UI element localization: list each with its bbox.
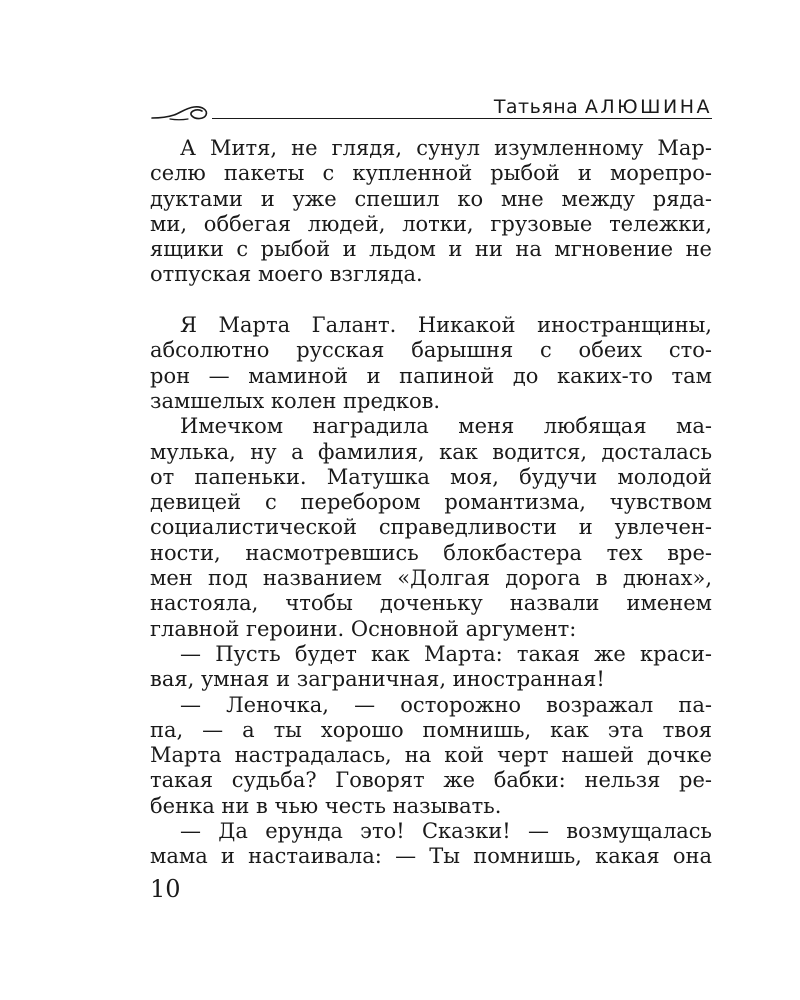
text-line: мулька, ну а фамилия, как водится, досталась [150,439,712,464]
text-line: мама и настаивала: — Ты помнишь, какая она [150,844,712,869]
text-line: Я Марта Галант. Никакой иностранщины, [180,313,712,338]
text-line: мен под названием «Долгая дорога в дюнах», [150,566,712,591]
body-text [150,136,712,870]
text-line: отпуская моего взгляда. [150,262,423,287]
text-line: социалистической справедливости и увлечен- [150,515,712,540]
text-line: абсолютно русская барышня с обеих сто- [150,338,712,363]
text-line: главной героини. Основной аргумент: [150,616,577,641]
text-line: — Да ерунда это! Сказки! — возмущалась [180,819,712,844]
text-line: дуктами и уже спешил ко мне между ряда- [150,186,712,211]
text-line: бенка ни в чью честь называть. [150,793,502,818]
text-line: — Леночка, — осторожно возражал па- [180,692,712,717]
text-line: вая, умная и заграничная, иностранная! [150,667,605,692]
author-last-name: АЛЮШИНА [584,96,712,118]
text-line: селю пакеты с купленной рыбой и морепро- [150,161,712,186]
running-header [150,96,712,128]
text-line: рон — маминой и папиной до каких-то там [150,363,712,388]
text-line: ности, насмотревшись блокбастера тех вре- [150,540,712,565]
section-break [150,288,712,313]
text-line: — Пусть будет как Марта: такая же краси- [180,641,712,666]
text-line: па, — а ты хорошо помнишь, как эта твоя [150,717,712,742]
author-name [494,96,712,118]
text-line: ящики с рыбой и льдом и ни на мгновение не [150,237,712,262]
text-line: замшелых колен предков. [150,388,441,413]
text-line: А Митя, не глядя, сунул изумленному Мар- [180,136,712,160]
text-line: такая судьба? Говорят же бабки: нельзя ре- [150,768,712,793]
text-line: ми, оббегая людей, лотки, грузовые тележки, [150,211,712,236]
text-line: настояла, чтобы доченьку назвали именем [150,591,712,616]
text-line: от папеньки. Матушка моя, будучи молодой [150,464,712,489]
text-line: Имечком наградила меня любящая ма- [180,414,712,439]
author-first-name: Татьяна [493,96,579,118]
text-line: девицей с перебором романтизма, чувством [150,490,712,515]
header-rule [212,118,712,119]
page-number: 10 [150,875,181,903]
text-line: Марта настрадалась, на кой черт нашей дочке [150,743,712,768]
flourish-ornament-icon [150,102,220,124]
